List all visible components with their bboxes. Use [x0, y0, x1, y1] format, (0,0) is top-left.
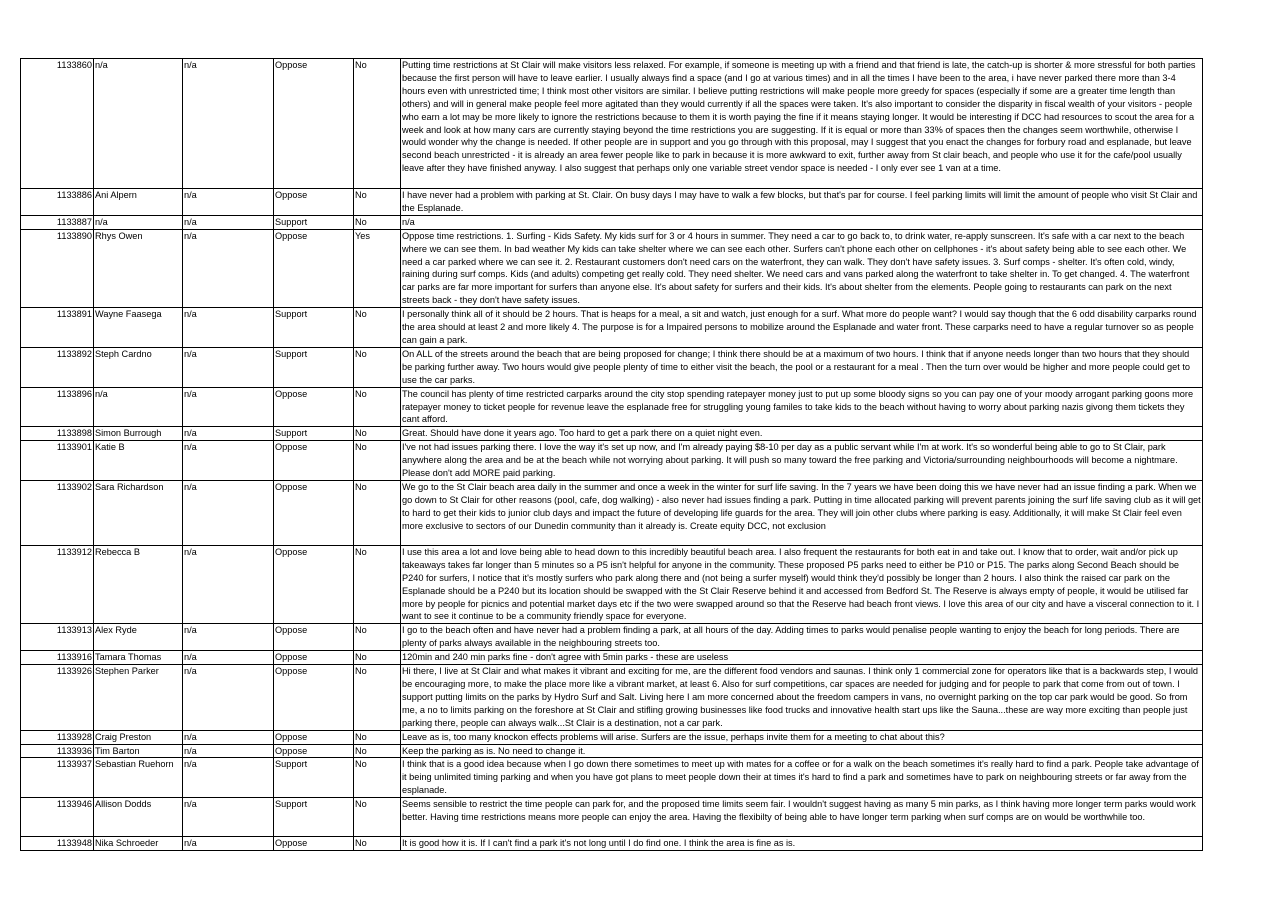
submitter-name-cell: Simon Burrough [94, 427, 183, 441]
wish-to-be-heard-cell: No [354, 651, 401, 665]
submitter-name-cell: Sebastian Ruehorn [94, 758, 183, 798]
position-cell: Oppose [274, 441, 354, 481]
organisation-cell: n/a [183, 441, 274, 481]
comment-cell: 120min and 240 min parks fine - don't agree with 5min parks - these are useless [401, 651, 1203, 665]
position-cell: Oppose [274, 545, 354, 623]
position-cell: Oppose [274, 837, 354, 851]
table-row [21, 387, 1203, 427]
comment-cell: Putting time restrictions at St Clair will make visitors less relaxed. For example, if someone is meeting up with a friend and that friend is late, the catch-up is shorter & more stressful for both parties because the first person will have to leave earlier. I usually always find a space (and I go at various times) and in all the times I have been to the area, i have never parked there more than 3-4 hours even with unrestricted time; I think most other visitors are similar. I believe putting restrictions will make people more greedy for spaces (especially if some are a greater time length than others) and will in general make people feel more agitated than they would currently if all the spaces were taken. It's also important to consider the disparity in fiscal wealth of your visitors - people who earn a lot may be more likely to ignore the restrictions because to them it is worth paying the fine if it means staying longer. It would be interesting if DCC had resources to scout the area for a week and look at how many cars are currently staying beyond the time restrictions you are suggesting. If it is equal or more than 33% of spaces then the changes seem worthwhile, otherwise I would wonder why the change is needed. If other people are in support and you go through with this proposal, may I suggest that you enact the changes for forbury road and esplanade, but leave second beach unrestricted - it is already an area fewer people like to park in because it is more awkward to exit, further away from St clair beach, and people who use it for the cafe/pool usually leave after they have finished anyway. I also suggest that perhaps only one variable street vendor space is needed - I only ever see 1 van at a time. [401, 59, 1203, 189]
table-row [21, 665, 1203, 731]
submission-id-cell: 1133928 [21, 730, 94, 744]
comment-cell: Hi there, I live at St Clair and what makes it vibrant and exciting for me, are the different food vendors and saunas. I think only 1 commercial zone for operators like that is a backwards step, I would be encouraging more, to make the place more like a vibrant market, at least 6. Also for surf competitions, car spaces are needed for judging and for people to park that come from out of town. I support putting limits on the parks by Hydro Surf and Salt. Living here I am more concerned about the freedom campers in vans, no overnight parking on the top car park would be good. So from me, a no to limits parking on the foreshore at St Clair and stifling growing businesses like food trucks and innovative health start ups like the Sauna...these are way more exciting than people just parking there, people can always walk...St Clair is a destination, not a car park. [401, 665, 1203, 731]
submitter-name-cell: Steph Cardno [94, 347, 183, 387]
wish-to-be-heard-cell: No [354, 837, 401, 851]
position-cell: Oppose [274, 189, 354, 216]
wish-to-be-heard-cell: No [354, 189, 401, 216]
position-cell: Support [274, 798, 354, 837]
wish-to-be-heard-cell: No [354, 387, 401, 427]
position-cell: Support [274, 758, 354, 798]
submitter-name-cell: n/a [94, 387, 183, 427]
organisation-cell: n/a [183, 624, 274, 651]
position-cell: Oppose [274, 744, 354, 758]
wish-to-be-heard-cell: No [354, 624, 401, 651]
table-row [21, 798, 1203, 837]
table-row [21, 308, 1203, 348]
submitter-name-cell: Tamara Thomas [94, 651, 183, 665]
submission-id-cell: 1133891 [21, 308, 94, 348]
submission-id-cell: 1133912 [21, 545, 94, 623]
table-row [21, 427, 1203, 441]
comment-cell: It is good how it is. If I can't find a park it's not long until I do find one. I think the area is fine as is. [401, 837, 1203, 851]
comment-cell: The council has plenty of time restricted carparks around the city stop spending ratepayer money just to put up some bloody signs so you can pay one of your moody arrogant parking goons more ratepayer money to ticket people for revenue leave the esplanade free for struggling young familes to take kids to the beach without having to worry about parking nazis givong them tickets they cant afford. [401, 387, 1203, 427]
organisation-cell: n/a [183, 308, 274, 348]
comment-cell: Oppose time restrictions. 1. Surfing - Kids Safety. My kids surf for 3 or 4 hours in summer. They need a car to go back to, to drink water, re-apply sunscreen. It's safe with a car next to the beach where we can see them. In bad weather My kids can take shelter where we can see each other. Surfers can't phone each other on cellphones - it's about safety being able to see each other. We need a car parked where we can see it. 2. Restaurant customers don't need cars on the waterfront, they can walk. They don't have safety issues. 3. Surf comps - shelter. It's often cold, windy, raining during surf comps. Kids (and adults) competing get really cold. They need shelter. We need cars and vans parked along the waterfront to take shelter in. To get changed. 4. The waterfront car parks are far more important for surfers than anyone else. It's about safety for surfers and their kids. It's about shelter from the elements. People going to restaurants can park on the next streets back - they don't have safety issues. [401, 229, 1203, 307]
table-row [21, 758, 1203, 798]
submission-id-cell: 1133948 [21, 837, 94, 851]
position-cell: Support [274, 215, 354, 229]
organisation-cell: n/a [183, 480, 274, 545]
table-row [21, 441, 1203, 481]
submission-id-cell: 1133901 [21, 441, 94, 481]
organisation-cell: n/a [183, 730, 274, 744]
table-row [21, 480, 1203, 545]
submission-id-cell: 1133936 [21, 744, 94, 758]
position-cell: Oppose [274, 59, 354, 189]
table-row [21, 347, 1203, 387]
submitter-name-cell: n/a [94, 215, 183, 229]
submitter-name-cell: Allison Dodds [94, 798, 183, 837]
position-cell: Oppose [274, 387, 354, 427]
position-cell: Support [274, 308, 354, 348]
wish-to-be-heard-cell: No [354, 215, 401, 229]
submitter-name-cell: Ani Alpern [94, 189, 183, 216]
comment-cell: We go to the St Clair beach area daily in the summer and once a week in the winter for surf life saving. In the 7 years we have been doing this we have never had an issue finding a park. When we go down to St Clair for other reasons (pool, cafe, dog walking) - also never had issues finding a park. Putting in time allocated parking will prevent parents joining the surf life saving club as it will get to hard to get their kids to junior club days and impact the future of developing life guards for the area. They will join other clubs where parking is easy. Additionally, it will make St Clair feel even more exclusive to sectors of our Dunedin community than it already is. Create equity DCC, not exclusion [401, 480, 1203, 545]
submission-id-cell: 1133860 [21, 59, 94, 189]
submission-id-cell: 1133913 [21, 624, 94, 651]
wish-to-be-heard-cell: No [354, 730, 401, 744]
table-row [21, 545, 1203, 623]
submitter-name-cell: Craig Preston [94, 730, 183, 744]
submission-id-cell: 1133896 [21, 387, 94, 427]
organisation-cell: n/a [183, 665, 274, 731]
organisation-cell: n/a [183, 758, 274, 798]
organisation-cell: n/a [183, 387, 274, 427]
table-row [21, 837, 1203, 851]
comment-cell: Great. Should have done it years ago. Too hard to get a park there on a quiet night even. [401, 427, 1203, 441]
organisation-cell: n/a [183, 798, 274, 837]
comment-cell: Seems sensible to restrict the time people can park for, and the proposed time limits seem fair. I wouldn't suggest having as many 5 min parks, as I think having more longer term parks would work better. Having time restrictions means more people can enjoy the area. Having the flexibilty of being able to have longer term parking when surf comps are on would be worthwhile too. [401, 798, 1203, 837]
submission-id-cell: 1133892 [21, 347, 94, 387]
comment-cell: I think that is a good idea because when I go down there sometimes to meet up with mates for a coffee or for a walk on the beach sometimes it's really hard to find a park. People take advantage of it being unlimited timing parking and when you have got plans to meet people down their at times it's hard to find a park and sometimes have to park on neighbouring streets or far away from the esplanade. [401, 758, 1203, 798]
comment-cell: Leave as is, too many knockon effects problems will arise. Surfers are the issue, perhaps invite them for a meeting to chat about this? [401, 730, 1203, 744]
organisation-cell: n/a [183, 651, 274, 665]
comment-cell: I've not had issues parking there. I love the way it's set up now, and I'm already paying $8-10 per day as a public servant while I'm at work. It's so wonderful being able to go to St Clair, park anywhere along the area and be at the beach while not worrying about parking. It will push so many toward the free parking and Victoria/surrounding neighbourhoods will become a nightmare. Please don't add MORE paid parking. [401, 441, 1203, 481]
submission-id-cell: 1133898 [21, 427, 94, 441]
wish-to-be-heard-cell: No [354, 480, 401, 545]
wish-to-be-heard-cell: No [354, 665, 401, 731]
submitter-name-cell: Rebecca B [94, 545, 183, 623]
submitter-name-cell: Wayne Faasega [94, 308, 183, 348]
comment-cell: I have never had a problem with parking at St. Clair. On busy days I may have to walk a few blocks, but that's par for course. I feel parking limits will limit the amount of people who visit St Clair and the Esplanade. [401, 189, 1203, 216]
submission-id-cell: 1133916 [21, 651, 94, 665]
submission-id-cell: 1133902 [21, 480, 94, 545]
wish-to-be-heard-cell: No [354, 347, 401, 387]
position-cell: Support [274, 427, 354, 441]
table-row [21, 651, 1203, 665]
submission-id-cell: 1133946 [21, 798, 94, 837]
wish-to-be-heard-cell: No [354, 758, 401, 798]
submitter-name-cell: Sara Richardson [94, 480, 183, 545]
organisation-cell: n/a [183, 744, 274, 758]
comment-cell: n/a [401, 215, 1203, 229]
submitter-name-cell: Tim Barton [94, 744, 183, 758]
submitter-name-cell: Rhys Owen [94, 229, 183, 307]
organisation-cell: n/a [183, 59, 274, 189]
wish-to-be-heard-cell: No [354, 427, 401, 441]
organisation-cell: n/a [183, 427, 274, 441]
position-cell: Oppose [274, 730, 354, 744]
wish-to-be-heard-cell: No [354, 59, 401, 189]
position-cell: Support [274, 347, 354, 387]
position-cell: Oppose [274, 624, 354, 651]
organisation-cell: n/a [183, 229, 274, 307]
wish-to-be-heard-cell: No [354, 545, 401, 623]
comment-cell: Keep the parking as is. No need to change it. [401, 744, 1203, 758]
wish-to-be-heard-cell: Yes [354, 229, 401, 307]
table-row [21, 624, 1203, 651]
submissions-table-body [21, 59, 1203, 851]
submission-id-cell: 1133887 [21, 215, 94, 229]
position-cell: Oppose [274, 651, 354, 665]
table-row [21, 730, 1203, 744]
submission-id-cell: 1133886 [21, 189, 94, 216]
position-cell: Oppose [274, 480, 354, 545]
submission-id-cell: 1133926 [21, 665, 94, 731]
wish-to-be-heard-cell: No [354, 308, 401, 348]
submitter-name-cell: Nika Schroeder [94, 837, 183, 851]
comment-cell: I personally think all of it should be 2 hours. That is heaps for a meal, a sit and watch, just enough for a surf. What more do people want? I would say though that the 6 odd disability carparks round the area should at least 2 and more likely 4. The purpose is for a Impaired persons to mobilize around the Esplanade and water front. These carparks need to have a regular turnover so as people can gain a park. [401, 308, 1203, 348]
wish-to-be-heard-cell: No [354, 798, 401, 837]
wish-to-be-heard-cell: No [354, 744, 401, 758]
comment-cell: I go to the beach often and have never had a problem finding a park, at all hours of the day. Adding times to parks would penalise people wanting to enjoy the beach for long periods. There are plenty of parks always available in the neighbouring streets too. [401, 624, 1203, 651]
organisation-cell: n/a [183, 545, 274, 623]
submission-id-cell: 1133890 [21, 229, 94, 307]
position-cell: Oppose [274, 229, 354, 307]
table-row [21, 229, 1203, 307]
submission-id-cell: 1133937 [21, 758, 94, 798]
organisation-cell: n/a [183, 189, 274, 216]
submitter-name-cell: Alex Ryde [94, 624, 183, 651]
submitter-name-cell: Stephen Parker [94, 665, 183, 731]
comment-cell: On ALL of the streets around the beach that are being proposed for change; I think there should be at a maximum of two hours. I think that if anyone needs longer than two hours that they should be parking further away. Two hours would give people plenty of time to either visit the beach, the pool or a restaurant for a meal . Then the turn over would be higher and more people could get to use the car parks. [401, 347, 1203, 387]
organisation-cell: n/a [183, 347, 274, 387]
wish-to-be-heard-cell: No [354, 441, 401, 481]
submissions-table [20, 58, 1203, 851]
table-row [21, 744, 1203, 758]
submitter-name-cell: Katie B [94, 441, 183, 481]
comment-cell: I use this area a lot and love being able to head down to this incredibly beautiful beach area. I also frequent the restaurants for both eat in and take out. I know that to order, wait and/or pick up takeaways takes far longer than 5 minutes so a P5 isn't helpful for anyone in the community. These proposed P5 parks need to either be P10 or P15. The parks along Second Beach should be P240 for surfers, I notice that it's mostly surfers who park along there and (not being a surfer myself) would think they'd possibly be longer than 2 hours. I also think the raised car park on the Esplanade should be a P240 but its location should be swapped with the St Clair Reserve behind it and accessed from Bedford St. The Reserve is always empty of people, it would be utilised far more by people for picnics and potential market days etc if the two were swapped around so that the Reserve had beach front views. I love this area of our city and have a visceral connection to it. I want to see it continue to be a community friendly space for everyone. [401, 545, 1203, 623]
table-row [21, 189, 1203, 216]
table-row [21, 215, 1203, 229]
position-cell: Oppose [274, 665, 354, 731]
organisation-cell: n/a [183, 215, 274, 229]
submitter-name-cell: n/a [94, 59, 183, 189]
organisation-cell: n/a [183, 837, 274, 851]
table-row [21, 59, 1203, 189]
